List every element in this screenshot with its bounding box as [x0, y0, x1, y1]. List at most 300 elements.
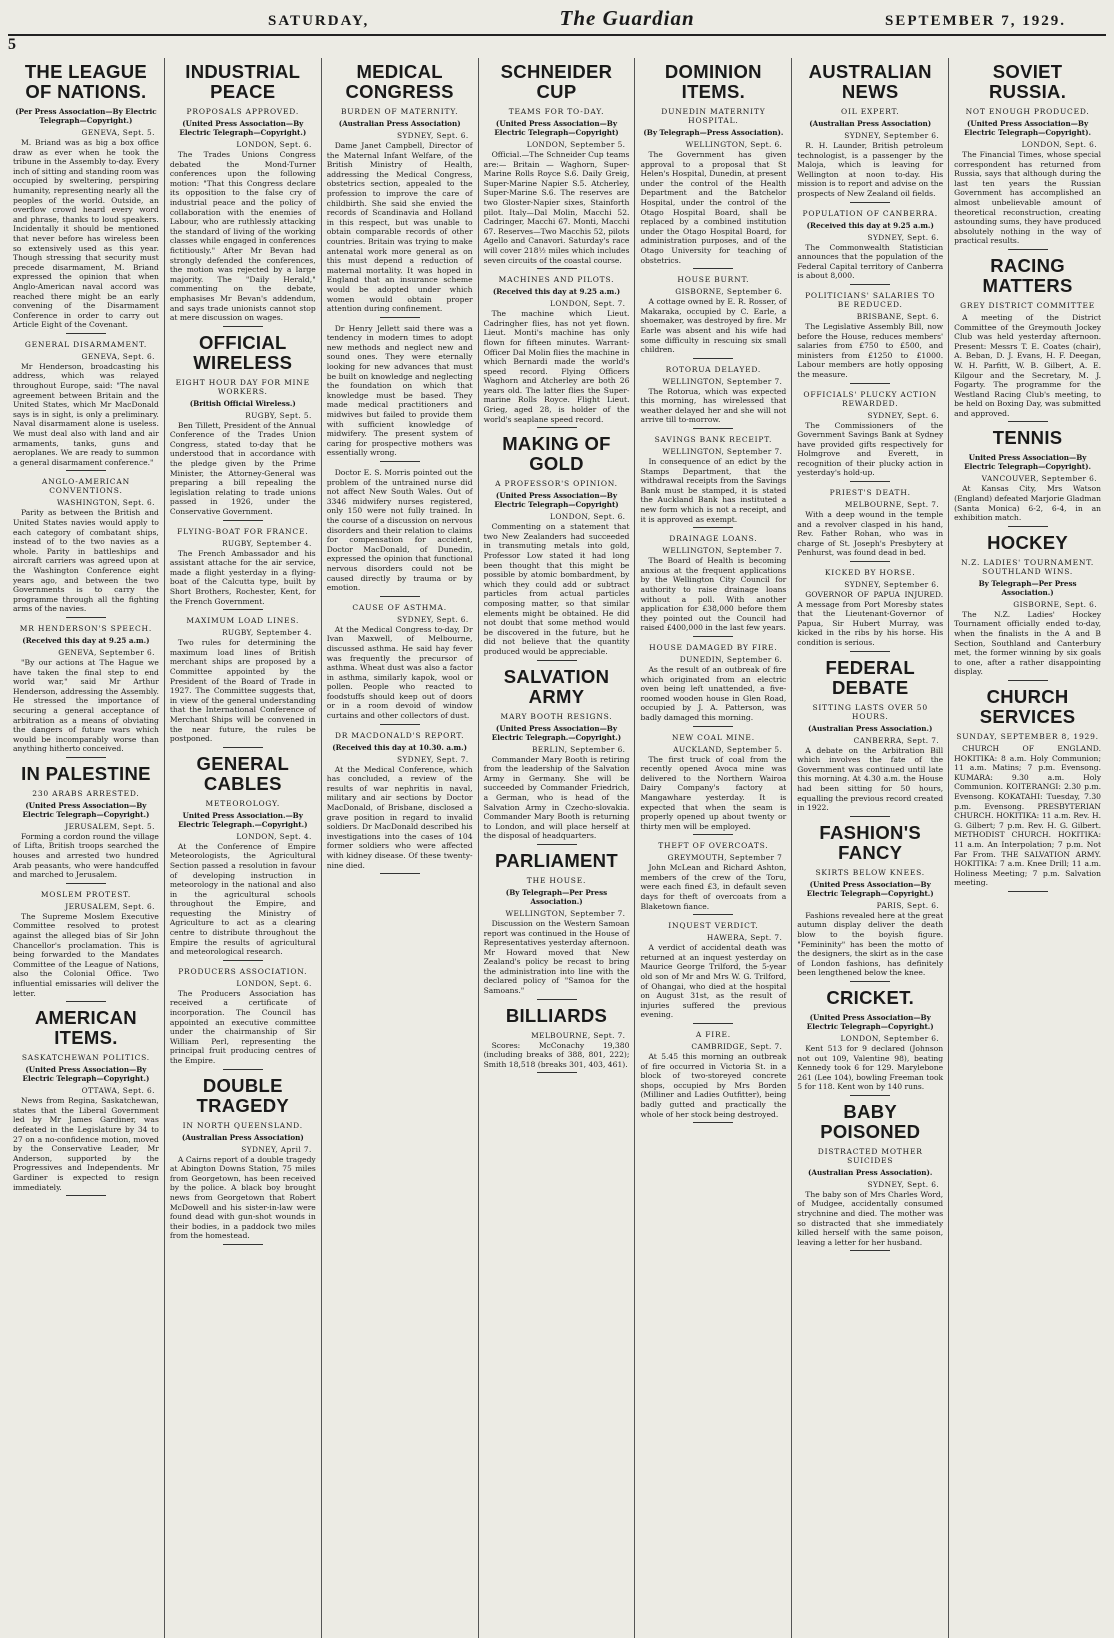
article-body: The Government has given approval to a proposal that St Helen's Hospital, Dunedin, at present under the control of the Health Department and the Batchelor Hospital, under the control of the Otago Hospital Board, shall be replaced by a combined institution under the Otago Hospital Board, for administration purposes, and of the Otago University for teaching of obstetrics. — [640, 150, 787, 265]
article-headline: HOCKEY — [987, 531, 1069, 553]
divider — [537, 999, 577, 1000]
article — [484, 1006, 630, 1074]
divider — [66, 883, 106, 884]
article — [13, 477, 159, 618]
article-subhead: BURDEN OF MATERNITY. — [340, 107, 459, 116]
article-body: The Board of Health is becoming anxious at the frequent applications by the Wellington City Council for authority to raise drainage loans without a poll. With another application for £38,000 before them they pointed out the Council had raised £400,000 in the last few years. — [640, 556, 787, 633]
article — [327, 324, 473, 462]
article-body: Commander Mary Booth is retiring from the leadership of the Salvation Army in Germany. She will be succeeded by Commander Friedrich, a German, who is head of the Salvation Army in Czecho-slovakia. Commander Mary Booth is returning to London, and will place herself at the disposal of headquarters. — [483, 754, 630, 841]
article-dateline: AUCKLAND, September 5. — [673, 744, 783, 754]
article-headline: FASHION'S FANCY — [819, 821, 922, 863]
divider — [380, 317, 420, 318]
divider — [537, 660, 577, 661]
divider — [1008, 680, 1048, 681]
divider — [693, 527, 733, 528]
column-6 — [792, 58, 949, 1638]
article-subhead: KICKED BY HORSE. — [824, 568, 916, 578]
article-body: Dr Henry Jellett said there was a tendency in modern times to adopt new methods and neglect new and sound ones. They were eternally looking for new advances that must be built on knowledge and neglecting the foundation on which that knowledge must be based. They made medical practitioners and midwives but failed to provide them with sufficient knowledge of midwifery. The present system of caring for prospective mothers was essentially wrong. — [326, 323, 473, 458]
article-dateline: LONDON, Sept. 6. — [1021, 140, 1098, 149]
article-credit: (By Telegraph—Per Press Association.) — [505, 887, 608, 906]
article-dateline: OTTAWA, Sept. 6. — [81, 1086, 155, 1096]
article-body: Ben Tillett, President of the Annual Conference of the Trades Union Congress, stated to-day that he understood that in accordance with the pledge given by the Prime Minister, the Attorney-General was preparing a bill repealing the legislation relating to trade unions passed in 1926, under the Conservative Government. — [169, 420, 316, 517]
article-dateline: LONDON, Sept. 6. — [550, 512, 626, 522]
article-body: The Commonwealth Statistician announces that the population of the Federal Capital territory of Canberra is about 8,000. — [797, 242, 944, 281]
masthead-day: SATURDAY, — [268, 13, 370, 29]
page-number: 5 — [8, 36, 18, 53]
article-dateline: PARIS, Sept. 6. — [876, 900, 940, 910]
article-dateline: CANBERRA, Sept. 7. — [853, 735, 940, 745]
article — [954, 256, 1101, 423]
article-credit: (United Press Association—By Electric Telegraph—Copyright). — [964, 119, 1092, 137]
article — [640, 1030, 786, 1123]
article-dateline: LONDON, September 6. — [840, 1033, 940, 1043]
article — [954, 428, 1101, 526]
article-dateline: WELLINGTON, September 7. — [505, 908, 626, 918]
article-subhead: OFFICIALS' PLUCKY ACTION REWARDED. — [803, 389, 938, 408]
article-headline: RACING MATTERS — [982, 254, 1073, 296]
article-body: The Financial Times, whose special correspondent has returned from Russia, says that although during the last ten years the Russian Government has accomplished an almost unbelievable amount of theoretical reconstruction, creating astounding sums, they have produced absolutely nothing in the way of practical results. — [954, 150, 1102, 246]
article-body: Mr Henderson, broadcasting his address, which was relayed throughout Europe, said: "The naval agreement between Britain and the United States, which Mr MacDonald says is in sight, is only a preliminary. Naval disarmament alone is useless. We must deal also with land and air armaments, tanks, guns and aeroplanes. We are ready to summon a general disarmament conference." — [13, 361, 159, 467]
article-subhead: 230 ARABS ARRESTED. — [32, 788, 140, 798]
article-body: M. Briand was as big a box office draw as ever when he took the tribune in the Assembly to-day. Every inch of sitting and standing room was occupied by sweltering, perspiring humanity, representing nearly all the peoples of the world. Outside, an overflow crowd heard every word and phrase, thanks to loud speakers. Incidentally it should be mentioned that never before has wireless been so extensively used as this year. Though stressing that security must precede disarmament, M. Briand expressed the opinion that when Anglo-American naval accord was reached there might be an early convening of the Disarmament Conference in order to carry out Article Eight of the Covenant. — [13, 138, 159, 330]
article — [13, 764, 159, 884]
article-dateline: WELLINGTON, September 7. — [662, 447, 783, 457]
divider — [693, 726, 733, 727]
article-credit: (United Press Association—By Electric Telegraph—Copyright) — [494, 491, 619, 510]
article-subhead: A FIRE. — [695, 1030, 731, 1039]
article-dateline: LONDON, September 5. — [526, 140, 626, 149]
article — [640, 275, 786, 359]
divider — [693, 636, 733, 637]
article-dateline: BRISBANE, Sept. 6. — [856, 311, 940, 321]
article — [640, 62, 786, 269]
article-body: Two rules for determining the maximum load lines of British merchant ships are proposed by a Committee appointed by the President of the Board of Trade in 1927. The Committee suggests that, in view of the general understanding that the International Conference of Merchant Ships will be convened in the near future, the rules be postponed. — [169, 638, 316, 744]
article-subhead: MOSLEM PROTEST. — [40, 889, 132, 899]
article-subhead: OIL EXPERT. — [841, 107, 900, 116]
article-body: The baby son of Mrs Charles Word, of Mudgee, accidentally consumed strychnine and died. The mother was so distracted that she immediately killed herself with the same poison, leaving a letter for her husband. — [797, 1189, 944, 1247]
article-credit: United Press Association.—By Electric Telegraph.—Copyright.) — [178, 810, 308, 829]
divider — [66, 333, 106, 334]
article-headline: INDUSTRIAL PEACE — [185, 61, 301, 102]
article-body: The Rotorua, which was expected this morning, has wirelessed that weather delayed her and she will not arrive till to-morrow. — [640, 386, 787, 425]
article-body: A cottage owned by E. R. Rosser, of Makaraka, occupied by C. Earle, a shoemaker, was destroyed by fire. Mr Earle was absent and his wife had some difficulty in rescuing six small children. — [640, 297, 787, 355]
article — [170, 616, 316, 748]
column-3 — [322, 58, 479, 1638]
article — [170, 1076, 316, 1245]
article-subhead: IN NORTH QUEENSLAND. — [182, 1120, 303, 1130]
article-body: Doctor E. S. Morris pointed out the problem of the untrained nurse did not affect New South Wales. Out of 3346 midwifery nurses registered, only 150 were not fully trained. In the course of a discussion on nervous disorders and their relation to claims for compensation for accident, Doctor MacDonald, of Dunedin, expressed the opinion that functional nervous disorders could not be caused directly by trauma or by emotion. — [326, 468, 473, 593]
divider — [850, 383, 890, 384]
article-subhead: METEOROLOGY. — [205, 798, 281, 808]
article-body: "By our actions at The Hague we have taken the final step to end world war," said Mr Arthur Henderson, addressing the Assembly. He stressed the importance of securing a general acceptance of arbitration as a means of obviating the dangers of future wars which would be incomparably worse than anything hitherto conceived. — [13, 657, 159, 754]
article-body: Scores: McConachy 19,380 (including breaks of 388, 801, 222); Smith 18,518 (breaks 301, 403, 461). — [483, 1040, 630, 1069]
article-credit: (Received this day at 9.25 a.m.) — [806, 220, 934, 230]
divider — [850, 1250, 890, 1251]
article-body: At Kansas City, Mrs Watson (England) defeated Marjorie Gladman (Santa Monica) 6-2, 6-4, in an exhibition match. — [954, 484, 1102, 523]
divider — [380, 873, 420, 874]
article-subhead: N.Z. LADIES' TOURNAMENT. SOUTHLAND WINS. — [961, 557, 1095, 576]
article-subhead: ANGLO-AMERICAN CONVENTIONS. — [41, 477, 130, 496]
article — [954, 62, 1101, 250]
divider — [693, 1023, 733, 1024]
article-subhead: NEW COAL MINE. — [671, 732, 755, 742]
article — [13, 890, 159, 1002]
article-subhead: DRAINAGE LOANS. — [669, 534, 758, 544]
article — [797, 209, 943, 285]
article-body: Discussion on the Western Samoan report was continued in the House of Representatives yesterday afternoon. Mr Howard moved that New Zealand's policy be recast to bring the administration into line with the declared policy of "Samoa for the Samoans." — [483, 918, 630, 996]
article-credit: (United Press Association—By Electric Telegraph—Copyright.) — [22, 800, 150, 819]
article — [954, 687, 1101, 892]
article-body: The Producers Association has received a certificate of incorporation. The Council has appointed an executive committee under the chairmanship of Sir William Perl, representing the principal fruit producing centres of the Empire. — [169, 988, 316, 1065]
divider — [1008, 891, 1048, 892]
article-subhead: SKIRTS BELOW KNEES. — [815, 867, 925, 877]
article-headline: MEDICAL CONGRESS — [345, 61, 454, 102]
article — [640, 643, 786, 727]
article-body: In consequence of an edict by the Stamps Department, that the withdrawal receipts from the Savings Bank must be stamped, it is stated the Auckland Bank has instituted a new form which is not a receipt, and it is approved as exempt. — [640, 457, 787, 524]
divider — [66, 617, 106, 618]
article-headline: FEDERAL DEBATE — [825, 656, 915, 698]
article-dateline: SYDNEY, Sept. 6. — [396, 131, 469, 140]
article-dateline: HAWERA, Sept. 7. — [706, 933, 783, 943]
article-subhead: MARY BOOTH RESIGNS. — [500, 711, 613, 721]
article-dateline: BERLIN, September 6. — [531, 744, 626, 754]
article-headline: CRICKET. — [826, 986, 915, 1008]
divider — [693, 914, 733, 915]
article-dateline: RUGBY, Sept. 5. — [245, 410, 312, 420]
divider — [1008, 526, 1048, 527]
article-headline: BABY POISONED — [820, 1100, 921, 1142]
divider — [380, 461, 420, 462]
article-body: At the Conference of Empire Meteorologists, the Agricultural Section passed a resolution in favour of developing instruction in meteorology in the national and also in the agricultural schools throughout the Empire, and requesting the Ministry of Agriculture to act as a clearing centre to distribute throughout the Empire the results of agricultural and meteorological research. — [169, 841, 316, 957]
article-headline: PARLIAMENT — [495, 849, 618, 871]
article-credit: United Press Association—By Electric Telegraph—Copyright). — [964, 453, 1092, 472]
article — [484, 62, 630, 269]
article-dateline: DUNEDIN, September 6. — [679, 654, 783, 664]
article-dateline: SYDNEY, Sept. 6. — [396, 614, 469, 624]
article-credit: (United Press Association—By Electric Telegraph—Copyright.) — [22, 1065, 150, 1084]
article-body: Dame Janet Campbell, Director of the Maternal Infant Welfare, of the British Ministry of Health, addressing the Medical Congress, obstetrics section, appealed to the profession to improve the care of childbirth. She said she envied the records of Scandinavia and Holland in this respect, but was unable to obtain comparable records of other countries. Britain was trying to make antenatal work more general as on this must depend a reduction of maternal mortality. It was hoped in England that an insurance scheme would be adopted under which women would obtain proper attention during confinement. — [326, 141, 473, 314]
article-credit: (Australian Press Association). — [808, 1167, 933, 1177]
article-credit: (Received this day at 10.30. a.m.) — [332, 742, 468, 752]
divider — [693, 268, 733, 269]
divider — [850, 981, 890, 982]
article-dateline: LONDON, Sept. 7. — [550, 299, 626, 309]
divider — [537, 844, 577, 845]
article-dateline: LONDON, Sept. 6. — [236, 140, 312, 149]
article — [797, 62, 943, 203]
article-subhead: THEFT OF OVERCOATS. — [658, 841, 769, 851]
divider — [850, 481, 890, 482]
article — [327, 62, 473, 318]
article-credit: (Per Press Association—By Electric Telegraph—Copyright.) — [15, 107, 157, 125]
divider — [223, 609, 263, 610]
article-dateline: WELLINGTON, September 7. — [662, 546, 783, 556]
column-4 — [479, 58, 636, 1638]
article-subhead: SUNDAY, SEPTEMBER 8, 1929. — [956, 732, 1099, 741]
article — [640, 733, 786, 836]
article-credit: (Received this day at 9.25 a.m.) — [22, 635, 150, 645]
column-5 — [635, 58, 792, 1638]
article-dateline: WELLINGTON, September 7. — [662, 376, 783, 386]
article-body: Parity as between the British and United States navies would apply to each category of combatant ships, instead of to the two navies as a whole. Parity in battleships and aircraft carriers was agreed upon at the Washington Conference eight years ago, and between the two Governments is to carry the programme through all the fighting arms of the navies. — [13, 508, 159, 614]
article-subhead: FLYING-BOAT FOR FRANCE. — [177, 526, 309, 536]
article — [484, 667, 630, 845]
divider — [223, 1069, 263, 1070]
article-body: The machine which Lieut. Cadringher flies, has not yet flown. Lieut. Monti's machine has only flown for fifteen minutes. Warrant-Officer Dal Molin flies the machine in which Bernardi made the world's speed record. Flying Officers Waghorn and Atcherley are both 26 years old. The latter flies the Super-marine Rolls Royce. Flight Lieut. Grieg, aged 28, is holder of the world's seaplane speed record. — [483, 309, 630, 424]
divider — [850, 202, 890, 203]
article — [797, 390, 943, 483]
article — [797, 488, 943, 562]
divider — [223, 960, 263, 961]
article-body: At 5.45 this morning an outbreak of fire occurred in Victoria St. in a block of two-storeyed concrete shops, occupied by Mrs Borden (Milliner and Ladies Outfitter), being badly gutted and practically the whole of her stock being destroyed. — [640, 1052, 787, 1119]
article-body: A meeting of the District Committee of the Greymouth Jockey Club was held yesterday afternoon. Present: Messrs T. E. Coates (chair), A. Beban, D. J. Evans, H. F. Deegan, W. H. Parfitt, W. B. Gilbert, A. E. Kilgour and the Secretary, M. J. Fogarty. The programme for the Westland Racing Club's meeting, to be held on Boxing Day, was submitted and approved. — [954, 312, 1102, 418]
article-body: The Trades Unions Congress debated the Mond-Turner conferences upon the following motion: "That this Congress declare its opposition to the false cry of industrial peace and the policy of collaboration with the enemies of Labour, who are ruthlessly attacking the standard of living of the working classes while engaged in conferences fictitiously." After Mr Bevan had strongly defended the conferences, the motion was rejected by a large majority. The "Daily Herald," commenting on the debate, emphasises Mr Bevan's addendum, and says trade unionists cannot stop at mere discussion on wages. — [169, 150, 316, 323]
article-subhead: EIGHT HOUR DAY FOR MINE WORKERS. — [175, 377, 310, 396]
divider — [66, 1001, 106, 1002]
article-body: News from Regina, Saskatchewan, states that the Liberal Government led by Mr James Gardiner, was defeated in the Legislature by 34 to 27 on a no-confidence motion, moved by the Conservative Leader, Mr Anderson, supported by the Progressives and Independents. Mr Gardiner is expected to resign immediately. — [13, 1096, 159, 1192]
article — [170, 527, 316, 611]
article-dateline: SYDNEY, September 6. — [844, 580, 940, 590]
article-headline: DOMINION ITEMS. — [664, 61, 762, 102]
article — [640, 435, 786, 528]
article-dateline: LONDON, Sept. 6. — [236, 978, 312, 988]
divider — [693, 428, 733, 429]
article-subhead: MACHINES AND PILOTS. — [498, 275, 615, 285]
article-credit: (Received this day at 9.25 a.m.) — [492, 287, 621, 297]
article-body: The Commissioners of the Government Savings Bank at Sydney have provided gifts respectively for Holmgrove and Everett, in recognition of their plucky action in yesterday's hold-up. — [797, 420, 944, 478]
article-credit: By Telegraph—Per Press Association.) — [978, 578, 1077, 597]
article — [484, 434, 630, 660]
divider — [66, 757, 106, 758]
article-dateline: GISBORNE, September 6. — [675, 287, 783, 297]
article-credit: (United Press Association—By Electric Telegraph.—Copyright.) — [491, 723, 622, 742]
divider — [850, 651, 890, 652]
article-body: A Cairns report of a double tragedy at Abington Downs Station, 75 miles from Georgetown, has been received by the police. A black boy brought news from Georgetown that Robert McDowell and his sister-in-law were found dead with gun-shot wounds in their bodies, in a paddock two miles from the homestead. — [169, 1154, 316, 1241]
article-subhead: DUNEDIN MATERNITY HOSPITAL. — [661, 107, 766, 125]
article-dateline: WELLINGTON, Sept. 6. — [685, 140, 783, 149]
article-dateline: WASHINGTON, Sept. 6. — [56, 498, 155, 508]
article — [170, 62, 316, 327]
article-headline: BILLIARDS — [505, 1004, 608, 1026]
article-body: John McLean and Richard Ashton, members of the crew of the Toru, were each fined £3, in default seven days for theft of overcoats from a Blaketown fiance. — [640, 863, 787, 911]
article — [797, 988, 943, 1096]
divider — [693, 1122, 733, 1123]
column-7 — [949, 58, 1106, 1638]
article-dateline: SYDNEY, September 6. — [844, 131, 940, 140]
divider — [850, 284, 890, 285]
divider — [850, 1095, 890, 1096]
article — [640, 921, 786, 1024]
article-dateline: SYDNEY, Sept. 6. — [867, 410, 940, 420]
article — [640, 841, 786, 915]
article — [640, 365, 786, 429]
article — [13, 624, 159, 758]
article-headline: TENNIS — [992, 427, 1063, 449]
divider — [223, 520, 263, 521]
article-body: At the Medical Congress to-day, Dr Ivan Maxwell, of Melbourne, discussed asthma. He said hay fever was frequently the precursor of asthma. Wheat dust was also a factor in asthma, similarly kapok, wool or pollen. People who reacted to foodstuffs should keep out of doors or in a room devoid of window curtains and other collectors of dust. — [326, 624, 473, 721]
divider — [537, 268, 577, 269]
article-subhead: PRODUCERS ASSOCIATION. — [178, 966, 308, 976]
article-credit: (British Official Wireless.) — [189, 398, 296, 408]
divider — [223, 1244, 263, 1245]
article-dateline: GISBORNE, Sept. 6. — [1013, 599, 1098, 609]
article-dateline: SYDNEY, Sept. 7. — [396, 754, 469, 764]
divider — [66, 1195, 106, 1196]
article-dateline: SYDNEY, Sept. 6. — [867, 232, 940, 242]
article-body: GOVERNOR OF PAPUA INJURED. A message from Port Moresby states that the Lieutenant-Governor of Papua, Sir Hubert Murray, was kicked in the ribs by his horse. His condition is serious. — [797, 590, 944, 647]
divider — [1008, 249, 1048, 250]
article-dateline: SYDNEY, Sept. 6. — [867, 1179, 940, 1189]
article-body: Commenting on a statement that two New Zealanders had succeeded in transmuting metals into gold, Professor Low stated it had long been thought that this might be possible by atomic bombardment, by which they could add or subtract particles from actual particles composing matter, so that similar elements might be obtained. He did not doubt that some method would be discovered in the future, but he did not believe that the quantity produced would be appreciable. — [483, 522, 630, 656]
article-body: A verdict of accidental death was returned at an inquest yesterday on Maurice George Trilford, the 5-year old son of Mr and Mrs W. G. Trilford, of Ohangai, who died at the hospital on August 31st, as the result of injuries suffered the previous evening. — [640, 943, 787, 1020]
article-body: Fashions revealed here at the great autumn display deliver the death blow to the boyish figure. "Femininity" has been the motto of the designers, the skirt as in the case of London fashions, has definitely been lengthened below the knee. — [797, 910, 944, 978]
article — [797, 823, 943, 982]
article-subhead: DR MACDONALD'S REPORT. — [334, 730, 465, 740]
article-body: R. H. Launder, British petroleum technologist, is a passenger by the Maloja, which is leaving for Wellington at noon to-day. His mission is to report and advise on the prospects of New Zealand oil fields. — [797, 141, 944, 198]
article-subhead: HOUSE DAMAGED BY FIRE. — [649, 642, 778, 652]
article-dateline: GENEVA, Sept. 6. — [81, 351, 155, 361]
article — [797, 658, 943, 817]
divider — [850, 816, 890, 817]
article-body: Kent 513 for 9 declared (Johnson not out 109, Valentine 98), beating Kennedy took 6 for 129. Marylebone 261 (Lee 104), bowling Freeman took 5 for 118. Kent won by 140 runs. — [797, 1043, 944, 1092]
article-headline: IN PALESTINE — [21, 762, 151, 784]
article-dateline: VANCOUVER, September 6. — [981, 474, 1098, 484]
masthead-date: SEPTEMBER 7, 1929. — [884, 13, 1066, 29]
article-credit: (United Press Association—By Electric Telegraph—Copyright.) — [179, 119, 307, 137]
article-credit: (United Press Association—By Electric Telegraph—Copyright.) — [806, 879, 934, 898]
article-subhead: PROPOSALS APPROVED. — [186, 107, 300, 116]
article-subhead: GREY DISTRICT COMMITTEE — [960, 300, 1096, 310]
article — [640, 534, 786, 637]
article-body: As the result of an outbreak of fire which originated from an electric oven being left unattended, a five-roomed wooden house in Glen Road, occupied by J. A. Patterson, was badly damaged this morning. — [640, 664, 787, 722]
article-dateline: JERUSALEM, Sept. 6. — [65, 901, 155, 911]
article-subhead: TEAMS FOR TO-DAY. — [508, 107, 605, 116]
article — [954, 533, 1101, 681]
article-dateline: MELBOURNE, Sept. 7. — [531, 1030, 626, 1040]
masthead — [8, 6, 1106, 36]
article-credit: (By Telegraph—Press Association). — [643, 128, 784, 137]
article — [170, 754, 316, 961]
article-headline: AUSTRALIAN NEWS — [808, 61, 932, 102]
divider — [850, 561, 890, 562]
article-dateline: CAMBRIDGE, Sept. 7. — [691, 1042, 783, 1051]
article-dateline: RUGBY, September 4. — [221, 628, 312, 638]
article-body: Official.—The Schneider Cup teams are:— Britain — Waghorn, Super-Marine Rolls Royce S.6. Daily Greig, Super-Marine Napier S.5. Atcherley, Super-Marine S.6. The reserves are two Gloster-Napier sixes, Stainforth pilot. Italy—Dal Molin, Macchi 52. Cadringer, Macchi 67. Monti, Macchi 67. Reserves—Two Macchis 52, pilots Agello and Canavori. Saturday's race will cover 218½ miles which includes seven circuits of the coastal course. — [483, 150, 630, 265]
article-dateline: GENEVA, Sept. 5. — [81, 128, 155, 137]
article-credit: (Australian Press Association) — [181, 1132, 304, 1142]
article-dateline: GREYMOUTH, September 7 — [667, 853, 783, 863]
article-dateline: JERUSALEM, Sept. 5. — [65, 821, 155, 831]
article-dateline: LONDON, Sept. 4. — [236, 831, 312, 841]
divider — [537, 1072, 577, 1073]
divider — [693, 834, 733, 835]
article — [797, 568, 943, 652]
article-dateline: GENEVA, September 6. — [58, 647, 155, 657]
divider — [223, 326, 263, 327]
article-subhead: SAVINGS BANK RECEIPT. — [654, 435, 773, 445]
article-subhead: ROTORUA DELAYED. — [665, 364, 762, 374]
article — [13, 340, 159, 472]
article — [327, 468, 473, 597]
article-subhead: THE HOUSE. — [526, 875, 587, 885]
article — [327, 731, 473, 875]
article-subhead: SASKATCHEWAN POLITICS. — [21, 1053, 150, 1063]
article-subhead: SITTING LASTS OVER 50 HOURS. — [812, 702, 928, 721]
article-headline: THE LEAGUE OF NATIONS. — [24, 61, 148, 102]
article-body: The Legislative Assembly Bill, now before the House, reduces members' salaries from £750 to £500, and ministers from £1250 to £1000. Labour members are hotly opposing the measure. — [797, 321, 944, 379]
article-dateline: MELBOURNE, Sept. 7. — [844, 500, 940, 510]
article-subhead: MAXIMUM LOAD LINES. — [186, 616, 300, 626]
article-headline: DOUBLE TRAGEDY — [196, 1074, 290, 1116]
columns-container — [8, 58, 1106, 1638]
article-dateline: SYDNEY, April 7. — [241, 1144, 312, 1154]
article — [484, 275, 630, 428]
article-body: The N.Z. Ladies' Hockey Tournament officially ended to-day, when the finalists in the A and B Section, Southland and Canterbury met, the former winning by six goals to one, after a rather disappointing display. — [954, 609, 1102, 677]
divider — [380, 724, 420, 725]
divider — [537, 427, 577, 428]
article — [13, 1008, 159, 1196]
article-headline: AMERICAN ITEMS. — [34, 1007, 137, 1049]
divider — [66, 470, 106, 471]
divider — [693, 358, 733, 359]
article-body: At the Medical Conference, which has concluded, a review of the results of war nephritis in naval, military and air sections by Doctor MacDonald, of Brisbane, disclosed a grave position in regard to invalid soldiers. Dr MacDonald described his investigations into the cases of 104 former soldiers who were affected with kidney disease. Of these twenty-nine died. — [326, 764, 473, 870]
article — [170, 333, 316, 521]
divider — [1008, 421, 1048, 422]
article-dateline: RUGBY, September 4. — [221, 538, 312, 548]
article-body: The Supreme Moslem Executive Committee resolved to protest against the alleged bias of Sir John Chancellor's proclamation. This is being forwarded to the Mandates Committee of the League of Nations, also the Colonial Office. Two influential emissaries will deliver the letter. — [13, 911, 159, 998]
article-body: With a deep wound in the temple and a revolver clasped in his hand, Rev. Father Rohan, who was in charge of St. Joseph's Presbytery at Penhurst, was found dead in bed. — [797, 510, 944, 558]
article-body: A debate on the Arbitration Bill which involves the fate of the Government was continued until late this morning. At 4.30 a.m. the House had been sitting for 50 hours, equalling the previous record created in 1922. — [797, 745, 944, 813]
masthead-paper-title: The Guardian — [559, 6, 695, 30]
article-subhead: GENERAL DISARMAMENT. — [24, 339, 148, 349]
article-headline: SOVIET RUSSIA. — [989, 61, 1067, 102]
article-body: The French Ambassador and his assistant attache for the air service, made a flight yesterday in a flying-boat of the Calcutta type, built by Short Brothers, Rochester, Kent, for the French Government. — [169, 548, 316, 606]
article-body: Forming a cordon round the village of Lifta, British troops searched the houses and arrested two hundred Arab peasants, who were handcuffed and marched to Jerusalem. — [13, 831, 159, 880]
article-credit: (United Press Association—By Electric Telegraph—Copyright.) — [806, 1012, 934, 1031]
article-subhead: MR HENDERSON'S SPEECH. — [19, 623, 153, 633]
divider — [223, 747, 263, 748]
article-subhead: NOT ENOUGH PRODUCED. — [965, 107, 1090, 116]
article-body: The first truck of coal from the recently opened Avoca mine was delivered to the Northern Wairoa Dairy Company's factory at Mangawhare yesterday. It is expected that when the seam is properly opened up about twenty or thirty men will be employed. — [640, 754, 787, 831]
article-headline: GENERAL CABLES — [196, 752, 290, 794]
divider — [380, 596, 420, 597]
article — [484, 851, 630, 1000]
article-subhead: POPULATION OF CANBERRA. — [802, 208, 938, 218]
article — [327, 603, 473, 725]
column-1 — [8, 58, 165, 1638]
column-2 — [165, 58, 322, 1638]
article-subhead: POLITICIANS' SALARIES TO BE REDUCED. — [805, 290, 936, 309]
article-headline: MAKING OF GOLD — [502, 433, 611, 475]
article-subhead: PRIEST'S DEATH. — [829, 488, 911, 498]
article-subhead: DISTRACTED MOTHER SUICIDES — [817, 1146, 923, 1165]
article-credit: (Australian Press Association.) — [808, 723, 933, 733]
article-headline: CHURCH SERVICES — [979, 686, 1076, 727]
article-subhead: HOUSE BURNT. — [677, 275, 750, 285]
article — [13, 62, 159, 334]
article-credit: (United Press Association—By Electric Telegraph—Copyright) — [494, 119, 619, 137]
article-headline: SALVATION ARMY — [503, 665, 610, 707]
article-credit: (Australian Press Association) — [809, 119, 932, 128]
article-headline: OFFICIAL WIRELESS — [193, 331, 293, 373]
article — [797, 1102, 943, 1252]
article-body: CHURCH OF ENGLAND. HOKITIKA: 8 a.m. Holy Communion; 11 a.m. Matins; 7 p.m. Evensong. KUMARA: 9.30 a.m. Holy Communion. KOITERANGI: 2.30 p.m. Evensong. KOKATAHI: Tuesday, 7.30 p.m. Evensong. PRESBYTERIAN CHURCH. HOKITIKA: 11 a.m. Rev. H. G. Gilbert; 7 p.m. Rev. H. G. Gilbert. METHODIST CHURCH. HOKITIKA: 11 a.m. An Interpolation; 7 p.m. Not Far From. THE SALVATION ARMY. HOKITIKA: 7 a.m. Knee Drill; 11 a.m. Holiness Meeting; 7 p.m. Salvation meeting. — [954, 744, 1102, 888]
article-subhead: A PROFESSOR'S OPINION. — [495, 479, 618, 489]
article-subhead: CAUSE OF ASTHMA. — [352, 602, 447, 612]
article — [797, 291, 943, 384]
article-headline: SCHNEIDER CUP — [500, 61, 613, 102]
article-credit: (Australian Press Association) — [338, 119, 461, 128]
